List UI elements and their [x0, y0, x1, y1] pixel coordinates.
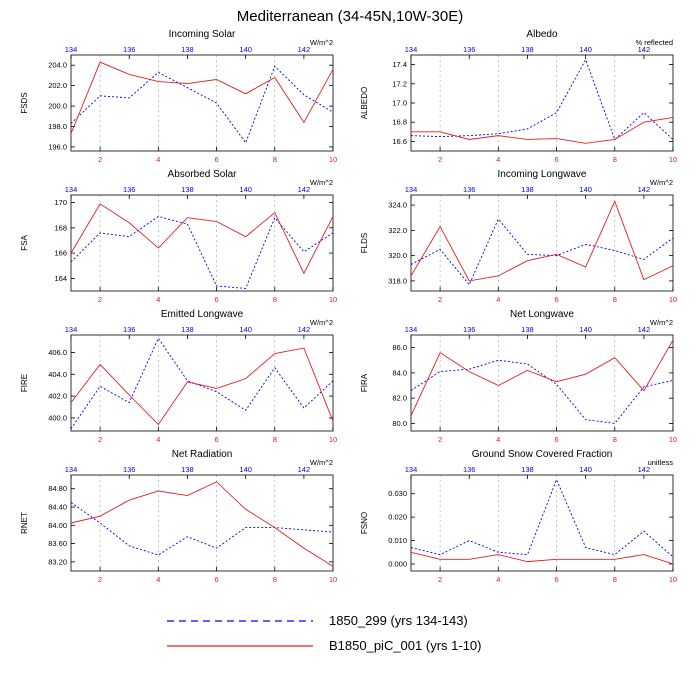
chart-svg-ground-snow-covered-fraction	[355, 447, 685, 587]
x-tick-label-bottom: 4	[156, 155, 161, 164]
plot-frame	[411, 195, 673, 291]
x-tick-label-bottom: 10	[328, 435, 338, 444]
charts-grid	[0, 27, 700, 587]
x-tick-label-bottom: 10	[668, 295, 678, 304]
x-tick-label-top: 136	[122, 465, 136, 474]
x-tick-label-top: 134	[404, 465, 418, 474]
chart-svg-albedo	[355, 27, 685, 167]
x-tick-label-top: 138	[521, 45, 534, 54]
x-tick-label-bottom: 2	[438, 435, 443, 444]
x-tick-label-bottom: 8	[612, 575, 617, 584]
x-tick-label-bottom: 6	[554, 435, 559, 444]
y-axis-label: FIRE	[20, 373, 29, 393]
x-tick-label-top: 138	[181, 325, 194, 334]
unit-label: W/m^2	[309, 458, 333, 467]
x-tick-label-top: 136	[462, 325, 476, 334]
x-tick-label-top: 134	[64, 45, 78, 54]
chart-svg-absorbed-solar	[15, 167, 345, 307]
x-tick-label-top: 138	[521, 185, 534, 194]
y-tick-label: 83.60	[48, 539, 67, 549]
y-axis-label: ALBEDO	[360, 86, 369, 120]
legend-line-solid	[165, 641, 315, 651]
y-tick-label: 324.0	[388, 200, 407, 210]
plot-frame	[71, 335, 333, 431]
x-tick-label-top: 140	[239, 465, 252, 474]
y-tick-label: 0.010	[388, 536, 407, 546]
y-tick-label: 400.0	[48, 413, 67, 423]
x-tick-label-bottom: 6	[214, 155, 219, 164]
chart-incoming-longwave	[355, 167, 685, 307]
plot-frame	[71, 195, 333, 291]
chart-title: Absorbed Solar	[167, 169, 237, 180]
x-tick-label-bottom: 10	[668, 435, 678, 444]
page-title: Mediterranean (34-45N,10W-30E)	[236, 8, 464, 25]
x-tick-label-bottom: 6	[554, 295, 559, 304]
unit-label: % reflected	[635, 38, 673, 47]
x-tick-label-bottom: 8	[272, 575, 277, 584]
unit-label: W/m^2	[649, 178, 673, 187]
x-tick-label-bottom: 4	[496, 575, 501, 584]
unit-label: W/m^2	[309, 38, 333, 47]
y-tick-label: 16.6	[392, 136, 407, 146]
x-tick-label-top: 134	[64, 465, 78, 474]
legend	[0, 613, 700, 653]
y-axis-label: RNET	[20, 512, 29, 534]
series-line-1850_299	[71, 338, 333, 429]
x-tick-label-bottom: 8	[272, 295, 277, 304]
x-tick-label-bottom: 4	[156, 575, 161, 584]
y-tick-label: 0.000	[388, 559, 407, 569]
x-tick-label-top: 140	[579, 465, 592, 474]
x-tick-label-top: 142	[297, 325, 311, 334]
legend-line-dashed	[165, 616, 315, 626]
x-tick-label-top: 142	[297, 185, 311, 194]
series-line-b1850_pic_001	[411, 201, 673, 281]
series-line-b1850_pic_001	[411, 117, 673, 143]
x-tick-label-top: 140	[579, 325, 592, 334]
y-tick-label: 406.0	[48, 347, 67, 357]
x-tick-label-bottom: 4	[496, 435, 501, 444]
y-tick-label: 17.0	[392, 98, 407, 108]
y-tick-label: 84.80	[48, 484, 67, 494]
legend-item-b1850-pic-001	[165, 638, 535, 653]
y-tick-label: 84.0	[392, 368, 407, 378]
chart-incoming-solar	[15, 27, 345, 167]
unit-label: unitless	[647, 458, 673, 467]
y-tick-label: 80.0	[392, 418, 407, 428]
y-tick-label: 82.0	[392, 393, 407, 403]
y-tick-label: 168	[54, 223, 67, 233]
x-tick-label-bottom: 2	[98, 435, 103, 444]
x-tick-label-top: 138	[521, 325, 534, 334]
x-tick-label-top: 142	[297, 45, 311, 54]
series-line-1850_299	[71, 66, 333, 143]
chart-title: Net Radiation	[171, 449, 233, 460]
y-tick-label: 200.0	[48, 101, 67, 111]
chart-svg-net-longwave	[355, 307, 685, 447]
x-tick-label-bottom: 10	[668, 155, 678, 164]
y-axis-label: FSDS	[20, 92, 29, 114]
chart-title: Incoming Solar	[168, 29, 236, 40]
x-tick-label-top: 138	[181, 465, 194, 474]
x-tick-label-top: 136	[462, 185, 476, 194]
chart-title: Net Longwave	[510, 309, 574, 320]
x-tick-label-bottom: 6	[214, 295, 219, 304]
plot-frame	[411, 335, 673, 431]
legend-label: B1850_piC_001 (yrs 1-10)	[329, 638, 482, 653]
x-tick-label-top: 140	[579, 45, 592, 54]
chart-title: Albedo	[526, 29, 558, 40]
x-tick-label-top: 140	[239, 185, 252, 194]
y-tick-label: 318.0	[388, 276, 407, 286]
x-tick-label-top: 136	[462, 45, 476, 54]
x-tick-label-top: 134	[404, 185, 418, 194]
chart-svg-incoming-longwave	[355, 167, 685, 307]
chart-title: Ground Snow Covered Fraction	[471, 449, 613, 460]
chart-albedo	[355, 27, 685, 167]
y-tick-label: 84.00	[48, 520, 67, 530]
x-tick-label-top: 138	[181, 185, 194, 194]
x-tick-label-bottom: 2	[98, 155, 103, 164]
unit-label: W/m^2	[309, 318, 333, 327]
x-tick-label-top: 142	[637, 185, 651, 194]
chart-net-longwave	[355, 307, 685, 447]
x-tick-label-top: 142	[297, 465, 311, 474]
plot-frame	[71, 55, 333, 151]
y-tick-label: 16.8	[392, 117, 407, 127]
x-tick-label-bottom: 6	[554, 575, 559, 584]
chart-emitted-longwave	[15, 307, 345, 447]
chart-title: Emitted Longwave	[160, 309, 244, 320]
chart-absorbed-solar	[15, 167, 345, 307]
x-tick-label-bottom: 4	[496, 155, 501, 164]
x-tick-label-top: 134	[404, 325, 418, 334]
chart-svg-incoming-solar	[15, 27, 345, 167]
plot-frame	[411, 55, 673, 151]
x-tick-label-top: 142	[637, 325, 651, 334]
y-axis-label: FLDS	[360, 232, 369, 254]
y-tick-label: 83.20	[48, 557, 67, 567]
y-tick-label: 196.0	[48, 142, 67, 152]
y-tick-label: 322.0	[388, 225, 407, 235]
series-line-b1850_pic_001	[411, 340, 673, 416]
series-line-b1850_pic_001	[71, 204, 333, 273]
x-tick-label-top: 142	[637, 45, 651, 54]
y-tick-label: 404.0	[48, 369, 67, 379]
x-tick-label-top: 136	[122, 185, 136, 194]
unit-label: W/m^2	[309, 178, 333, 187]
x-tick-label-bottom: 8	[272, 155, 277, 164]
x-tick-label-bottom: 8	[272, 435, 277, 444]
x-tick-label-bottom: 10	[328, 295, 338, 304]
unit-label: W/m^2	[649, 318, 673, 327]
chart-net-radiation	[15, 447, 345, 587]
y-tick-label: 166	[54, 248, 67, 258]
x-tick-label-top: 140	[239, 45, 252, 54]
chart-svg-net-radiation	[15, 447, 345, 587]
series-line-b1850_pic_001	[71, 348, 333, 424]
x-tick-label-bottom: 6	[214, 575, 219, 584]
x-tick-label-bottom: 2	[438, 155, 443, 164]
y-axis-label: FSNO	[360, 511, 369, 535]
x-tick-label-bottom: 6	[214, 435, 219, 444]
y-axis-label: FIRA	[360, 373, 369, 393]
x-tick-label-top: 136	[462, 465, 476, 474]
x-tick-label-bottom: 2	[98, 295, 103, 304]
x-tick-label-bottom: 4	[496, 295, 501, 304]
legend-label: 1850_299 (yrs 134-143)	[329, 613, 468, 628]
chart-title: Incoming Longwave	[497, 169, 587, 180]
x-tick-label-bottom: 8	[612, 295, 617, 304]
x-tick-label-bottom: 10	[328, 155, 338, 164]
y-tick-label: 320.0	[388, 251, 407, 261]
series-line-1850_299	[411, 480, 673, 557]
y-tick-label: 202.0	[48, 81, 67, 91]
x-tick-label-bottom: 4	[156, 435, 161, 444]
y-tick-label: 402.0	[48, 391, 67, 401]
series-line-1850_299	[411, 360, 673, 423]
legend-item-1850-299	[165, 613, 535, 628]
x-tick-label-top: 134	[64, 185, 78, 194]
x-tick-label-bottom: 8	[612, 435, 617, 444]
y-tick-label: 86.0	[392, 343, 407, 353]
y-tick-label: 0.030	[388, 489, 407, 499]
y-tick-label: 84.40	[48, 502, 67, 512]
x-tick-label-bottom: 2	[438, 575, 443, 584]
x-tick-label-bottom: 2	[438, 295, 443, 304]
x-tick-label-bottom: 4	[156, 295, 161, 304]
chart-svg-emitted-longwave	[15, 307, 345, 447]
chart-ground-snow-covered-fraction	[355, 447, 685, 587]
series-line-b1850_pic_001	[411, 552, 673, 564]
x-tick-label-bottom: 8	[612, 155, 617, 164]
x-tick-label-top: 138	[181, 45, 194, 54]
x-tick-label-top: 134	[64, 325, 78, 334]
y-tick-label: 198.0	[48, 121, 67, 131]
y-tick-label: 17.4	[392, 60, 407, 70]
y-tick-label: 170	[54, 198, 67, 208]
x-tick-label-bottom: 2	[98, 575, 103, 584]
series-line-b1850_pic_001	[71, 482, 333, 567]
x-tick-label-top: 140	[239, 325, 252, 334]
x-tick-label-top: 136	[122, 45, 136, 54]
y-tick-label: 17.2	[392, 79, 407, 89]
x-tick-label-top: 140	[579, 185, 592, 194]
plot-frame	[71, 475, 333, 571]
x-tick-label-top: 142	[637, 465, 651, 474]
x-tick-label-bottom: 10	[668, 575, 678, 584]
y-tick-label: 204.0	[48, 60, 67, 70]
x-tick-label-top: 134	[404, 45, 418, 54]
y-axis-label: FSA	[20, 235, 29, 251]
x-tick-label-bottom: 10	[328, 575, 338, 584]
y-tick-label: 164	[54, 273, 67, 283]
x-tick-label-top: 138	[521, 465, 534, 474]
series-line-b1850_pic_001	[71, 62, 333, 133]
y-tick-label: 0.020	[388, 512, 407, 522]
x-tick-label-top: 136	[122, 325, 136, 334]
x-tick-label-bottom: 6	[554, 155, 559, 164]
series-line-1850_299	[411, 60, 673, 140]
